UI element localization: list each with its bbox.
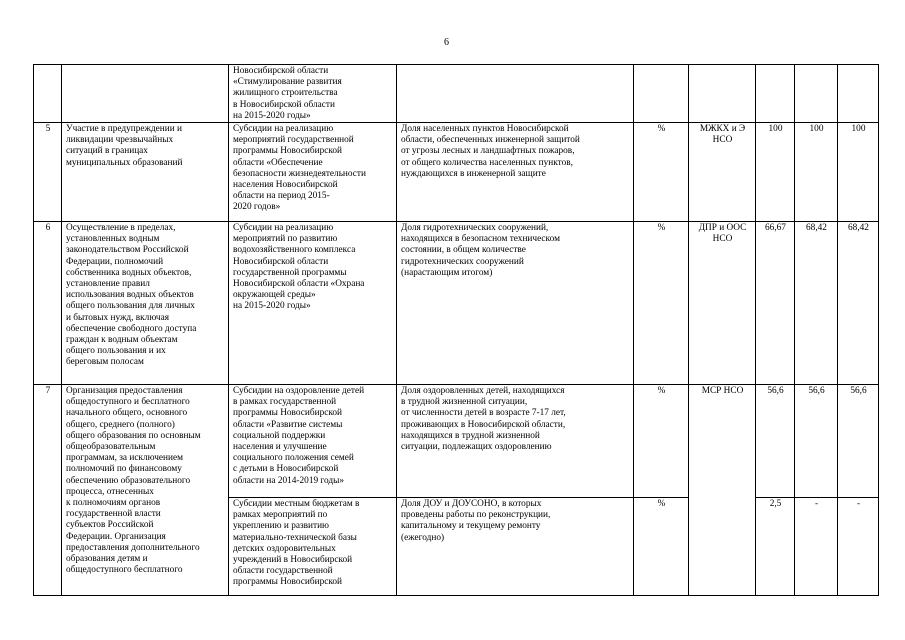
task-cell: Участие в предупреждении и ликвидации чрезвычайных ситуаций в границах муниципальных образований [62,123,229,222]
program-cell: Субсидии на реализацию мероприятий государственной программы Новосибирской области «Обеспечение безопасности жизнедеятельности населения Новосибирской области на период 2015- 2020 годов» [229,123,397,222]
value-cell-1: 100 [756,123,795,222]
value-cell-3 [838,65,879,123]
row-number-cell: 7 [34,385,62,596]
unit-cell [634,65,689,123]
unit-cell: % [634,385,689,498]
responsible-org-cell: МЖКХ и Э НСО [689,123,756,222]
program-cell: Субсидии на реализацию мероприятий по развитию водохозяйственного комплекса Новосибирской области государственной программы Новосибирской области «Охрана окружающей среды» на 2015-2020 годы» [229,222,397,385]
program-indicators-table [33,64,879,596]
table-row [34,385,879,498]
indicator-cell: Доля населенных пунктов Новосибирской области, обеспеченных инженерной защитой от угрозы лесных и ландшафтных пожаров, от общего количества населенных пунктов, нуждающихся в инженерной защите [397,123,634,222]
program-cell: Новосибирской области «Стимулирование развития жилищного строительства в Новосибирской области на 2015-2020 годы» [229,65,397,123]
value-cell-2 [795,65,838,123]
unit-cell: % [634,123,689,222]
value-cell-3: 56,6 [838,385,879,498]
task-cell [62,65,229,123]
value-cell-1: 2,5 [756,498,795,596]
value-cell-3: - [838,498,879,596]
table-row [34,123,879,222]
responsible-org-cell: ДПР и ООС НСО [689,222,756,385]
unit-cell: % [634,222,689,385]
task-cell: Осуществление в пределах, установленных водным законодательством Российской Федерации, полномочий собственника водных объектов, установление правил использования водных объектов общего пользования для личных и бытовых нужд, включая обеспечение свободного доступа граждан к водным объектам общего пользования и их береговым полосам [62,222,229,385]
program-cell: Субсидии на оздоровление детей в рамках государственной программы Новосибирской области «Развитие системы социальной поддержки населения и улучшение социального положения семей с детьми в Новосибирской области на 2014-2019 годы» [229,385,397,498]
table-row [34,65,879,123]
unit-cell: % [634,498,689,596]
value-cell-2: 68,42 [795,222,838,385]
value-cell-2: 100 [795,123,838,222]
task-cell: Организация предоставления общедоступного и бесплатного начального общего, основного общего, среднего (полного) общего образования по основным общеобразовательным программам, за исключением полномочий по финансовому обеспечению образовательного процесса, отнесенных к полномочиям органов государственной власти субъектов Российской Федерации. Организация предоставления дополнительного образования детям и общедоступного бесплатного [62,385,229,596]
table-row [34,222,879,385]
row-number-cell: 5 [34,123,62,222]
page-number: 6 [444,37,449,48]
indicator-cell: Доля гидротехнических сооружений, находящихся в безопасном техническом состоянии, в общем количестве гидротехнических сооружений (нарастающим итогом) [397,222,634,385]
row-number-cell [34,65,62,123]
value-cell-2: - [795,498,838,596]
responsible-org-cell [689,65,756,123]
responsible-org-cell: МСР НСО [689,385,756,596]
program-cell: Субсидии местным бюджетам в рамках мероприятий по укреплению и развитию материально-технической базы детских оздоровительных учреждений в Новосибирской области государственной программы Новосибирской [229,498,397,596]
indicator-cell: Доля ДОУ и ДОУСОНО, в которых проведены работы по реконструкции, капитальному и текущему ремонту (ежегодно) [397,498,634,596]
value-cell-3: 100 [838,123,879,222]
indicator-cell: Доля оздоровленных детей, находящихся в трудной жизненной ситуации, от численности детей в возрасте 7-17 лет, проживающих в Новосибирской области, находящихся в трудной жизненной ситуации, подлежащих оздоровлению [397,385,634,498]
indicator-cell [397,65,634,123]
value-cell-3: 68,42 [838,222,879,385]
value-cell-1: 66,67 [756,222,795,385]
row-number-cell: 6 [34,222,62,385]
value-cell-2: 56,6 [795,385,838,498]
value-cell-1 [756,65,795,123]
value-cell-1: 56,6 [756,385,795,498]
